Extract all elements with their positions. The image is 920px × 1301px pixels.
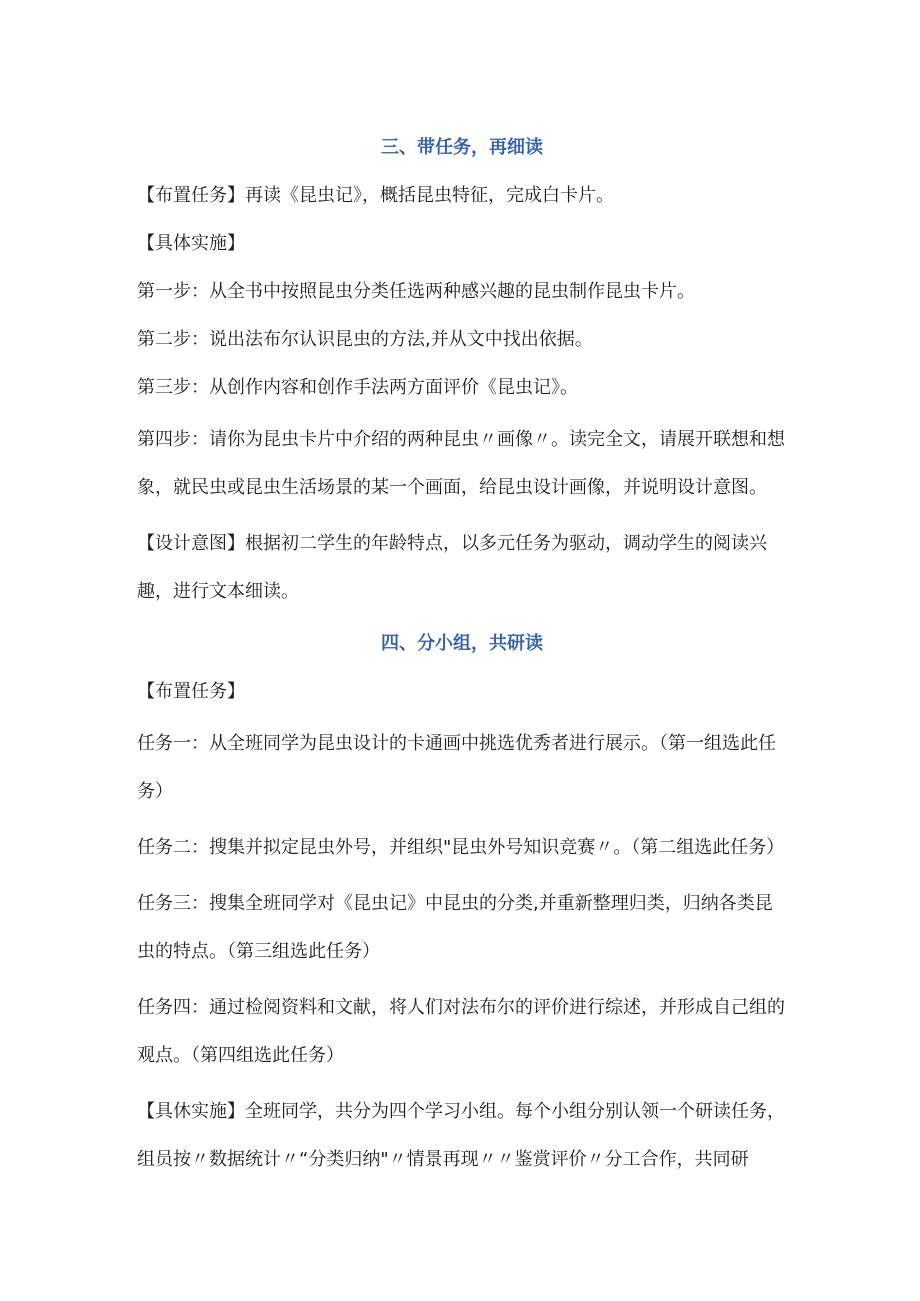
section-3-step-2: 第二步：说出法布尔认识昆虫的方法,并从文中找出依据。	[137, 329, 593, 350]
section-4-task-3: 任务三：搜集全班同学对《昆虫记》中昆虫的分类,并重新整理归类，归纳各类昆虫的特点。（第三组选此任务）	[137, 893, 773, 962]
section-4-task-4: 任务四：通过检阅资料和文献，将人们对法布尔的评价进行综述，并形成自己组的观点。（第四组选此任务）	[137, 997, 785, 1066]
document-body	[137, 128, 787, 1192]
section-3-design-intent: 【设计意图】根据初二学生的年龄特点，以多元任务为驱动，调动学生的阅读兴趣，进行文本细读。	[137, 533, 767, 602]
section-3-impl-label: 【具体实施】	[137, 233, 245, 254]
section-3-step-4: 第四步：请你为昆虫卡片中介绍的两种昆虫〃画像〃。读完全文，请展开联想和想象，就民虫或昆虫生活场景的某一个画面，给昆虫设计画像，并说明设计意图。	[137, 429, 785, 498]
section-3-assign: 【布置任务】再读《昆虫记》，概括昆虫特征，完成白卡片。	[137, 185, 614, 206]
section-4-impl: 【具休实施】全班同学，共分为四个学习小组。每个小组分别认领一个研读任务，组员按〃数据统计〃“分类归纳"〃情景再现〃〃鉴赏评价〃分工合作，共同研	[137, 1101, 785, 1170]
section-4-task-1: 任务一：从全班同学为昆虫设计的卡通画中挑选优秀者进行展示。（第一组选此任务）	[137, 733, 776, 802]
section-3-step-1: 第一步：从全书中按照昆虫分类任选两种感兴趣的昆虫制作昆虫卡片。	[137, 281, 695, 302]
section-4-task-2: 任务二：搜集并拟定昆虫外号，并组织"昆虫外号知识竞赛〃。（第二组选此任务）	[137, 837, 785, 858]
section-3-step-3: 第三步：从创作内容和创作手法两方面评价《昆虫记》。	[137, 377, 578, 398]
section-4-heading: 四、分小组，共研读	[381, 633, 543, 654]
section-3-heading: 三、带任务，再细读	[381, 137, 543, 158]
section-4-assign-label: 【布置任务】	[137, 681, 245, 702]
